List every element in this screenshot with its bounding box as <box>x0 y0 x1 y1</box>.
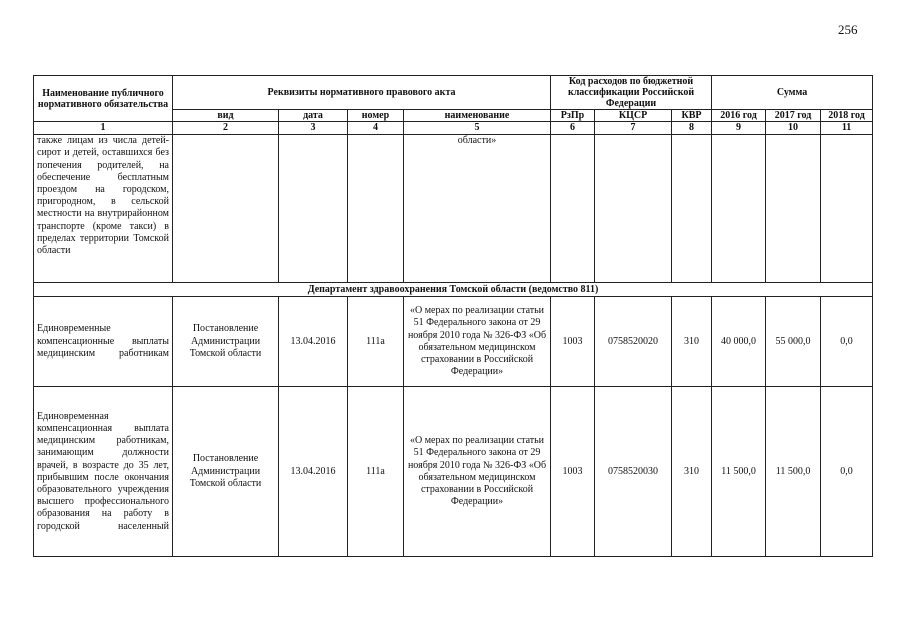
header-nomer: номер <box>348 110 404 122</box>
table-row <box>34 135 873 283</box>
kvr-cell: 310 <box>672 387 712 557</box>
obligation-name-cell: также лицам из числа детей-сирот и детей, оставшихся без попечения родителей, на обеспечение бесплатным проездом на городском, пригородном, в сельской местности на внутрирайонном транспорте (кроме такси) в пределах территории Томской области <box>34 135 173 283</box>
vid-cell: Постановление Администрации Томской области <box>173 297 279 387</box>
sum-2017-cell: 11 500,0 <box>766 387 821 557</box>
col-number: 6 <box>551 122 595 135</box>
number-cell: 111а <box>348 297 404 387</box>
number-cell <box>348 135 404 283</box>
header-kcsr: КЦСР <box>595 110 672 122</box>
header-sum: Сумма <box>712 76 873 110</box>
col-number: 11 <box>821 122 873 135</box>
col-number: 8 <box>672 122 712 135</box>
obligation-name-cell: Единовременные компенсационные выплаты медицинским работникам <box>34 297 173 387</box>
act-name-cell: «О мерах по реализации статьи 51 Федерального закона от 29 ноября 2010 года № 326-ФЗ «Об обязательном медицинском страховании в Российской Федерации» <box>404 387 551 557</box>
column-numbers-row <box>34 122 873 135</box>
col-number: 10 <box>766 122 821 135</box>
header-rzpr: РзПр <box>551 110 595 122</box>
header-requisites: Реквизиты нормативного правового акта <box>173 76 551 110</box>
kcsr-cell: 0758520030 <box>595 387 672 557</box>
sum-2016-cell <box>712 135 766 283</box>
vid-cell <box>173 135 279 283</box>
sum-2018-cell: 0,0 <box>821 297 873 387</box>
sum-2018-cell <box>821 135 873 283</box>
department-title: Департамент здравоохранения Томской области (ведомство 811) <box>34 283 873 297</box>
header-obligation-name: Наименование публичного нормативного обязательства <box>34 76 173 122</box>
number-cell: 111а <box>348 387 404 557</box>
header-2016: 2016 год <box>712 110 766 122</box>
act-name-cell: области» <box>404 135 551 283</box>
col-number: 4 <box>348 122 404 135</box>
header-naim: наименование <box>404 110 551 122</box>
date-cell: 13.04.2016 <box>279 297 348 387</box>
rzpr-cell: 1003 <box>551 387 595 557</box>
col-number: 9 <box>712 122 766 135</box>
date-cell <box>279 135 348 283</box>
budget-obligations-table <box>33 75 873 557</box>
department-row <box>34 283 873 297</box>
header-vid: вид <box>173 110 279 122</box>
rzpr-cell: 1003 <box>551 297 595 387</box>
col-number: 5 <box>404 122 551 135</box>
kvr-cell <box>672 135 712 283</box>
header-budget-code: Код расходов по бюджетной классификации Российской Федерации <box>551 76 712 110</box>
page-number: 256 <box>838 22 858 37</box>
act-name-cell: «О мерах по реализации статьи 51 Федерального закона от 29 ноября 2010 года № 326-ФЗ «Об обязательном медицинском страховании в Российской Федерации» <box>404 297 551 387</box>
col-number: 2 <box>173 122 279 135</box>
header-2018: 2018 год <box>821 110 873 122</box>
kvr-cell: 310 <box>672 297 712 387</box>
header-data: дата <box>279 110 348 122</box>
vid-cell: Постановление Администрации Томской области <box>173 387 279 557</box>
sum-2017-cell <box>766 135 821 283</box>
obligation-name-cell: Единовременная компенсационная выплата медицинским работникам, занимающим должности врачей, в возрасте до 35 лет, прибывшим после окончания образовательного учреждения высшего профессионального образования на работу в городской населенный <box>34 387 173 557</box>
table-row <box>34 297 873 387</box>
date-cell: 13.04.2016 <box>279 387 348 557</box>
col-number: 7 <box>595 122 672 135</box>
rzpr-cell <box>551 135 595 283</box>
col-number: 3 <box>279 122 348 135</box>
header-2017: 2017 год <box>766 110 821 122</box>
sum-2018-cell: 0,0 <box>821 387 873 557</box>
kcsr-cell: 0758520020 <box>595 297 672 387</box>
header-kvr: КВР <box>672 110 712 122</box>
sum-2016-cell: 40 000,0 <box>712 297 766 387</box>
sum-2016-cell: 11 500,0 <box>712 387 766 557</box>
table-header-row <box>34 76 873 110</box>
sum-2017-cell: 55 000,0 <box>766 297 821 387</box>
table-row <box>34 387 873 557</box>
col-number: 1 <box>34 122 173 135</box>
kcsr-cell <box>595 135 672 283</box>
